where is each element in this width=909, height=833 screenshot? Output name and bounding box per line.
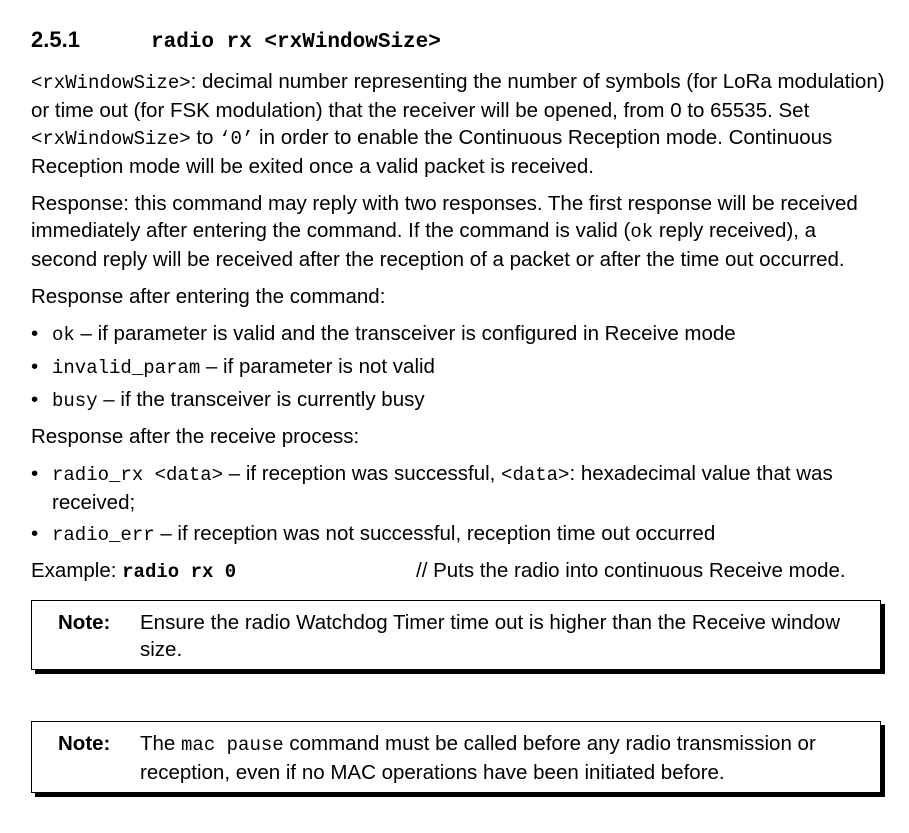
after-receive-list <box>31 460 887 549</box>
after-receive-label: Response after the receive process: <box>31 425 360 448</box>
list-item: • radio_err – if reception was not successful, reception time out occurred <box>31 520 887 549</box>
document-page <box>31 26 887 793</box>
note-box-mac-pause <box>31 721 881 793</box>
param-code-2: <rxWindowSize> <box>31 128 191 150</box>
list-item: • busy – if the transceiver is currently busy <box>31 386 887 415</box>
example-comment: // Puts the radio into continuous Receive mode. <box>416 559 846 582</box>
section-command: radio rx <rxWindowSize> <box>151 31 441 54</box>
ok-code: ok <box>630 221 654 243</box>
zero-value: ‘0’ <box>219 128 254 150</box>
note-box-watchdog <box>31 600 881 670</box>
param-description: <rxWindowSize>: decimal number representing the number of symbols (for LoRa modulation) or time out (for FSK modulation) that the receiver will be opened, from 0 to 65535. Set <rxWindowSize> to ‘0’ in order to enable the Continuous Reception mode. Continuous Reception mode will be exited once a valid packet is received. <box>31 70 885 178</box>
note-text: Ensure the radio Watchdog Timer time out is higher than the Receive window size. <box>140 611 841 661</box>
list-item: • radio_rx <data> – if reception was successful, <data>: hexadecimal value that was received; <box>31 460 887 516</box>
note-text: The mac pause command must be called before any radio transmission or reception, even if no MAC operations have been initiated before. <box>140 732 816 784</box>
mac-pause-code: mac pause <box>181 734 284 756</box>
param-code: <rxWindowSize> <box>31 72 191 94</box>
note-label: Note: <box>58 611 111 634</box>
list-item: • invalid_param – if parameter is not valid <box>31 353 887 382</box>
after-enter-label: Response after entering the command: <box>31 285 386 308</box>
example-command: radio rx 0 <box>122 561 237 583</box>
example-line <box>31 557 887 586</box>
section-number: 2.5.1 <box>31 27 80 52</box>
after-enter-list <box>31 320 887 415</box>
note-label: Note: <box>58 732 111 755</box>
response-description: Response: this command may reply with two responses. The first response will be received immediately after entering the command. If the command is valid (ok reply received), a second reply will be received after the reception of a packet or after the time out occurred. <box>31 192 858 271</box>
example-label: Example: <box>31 559 123 582</box>
list-item: • ok – if parameter is valid and the transceiver is configured in Receive mode <box>31 320 887 349</box>
section-heading <box>31 26 887 60</box>
